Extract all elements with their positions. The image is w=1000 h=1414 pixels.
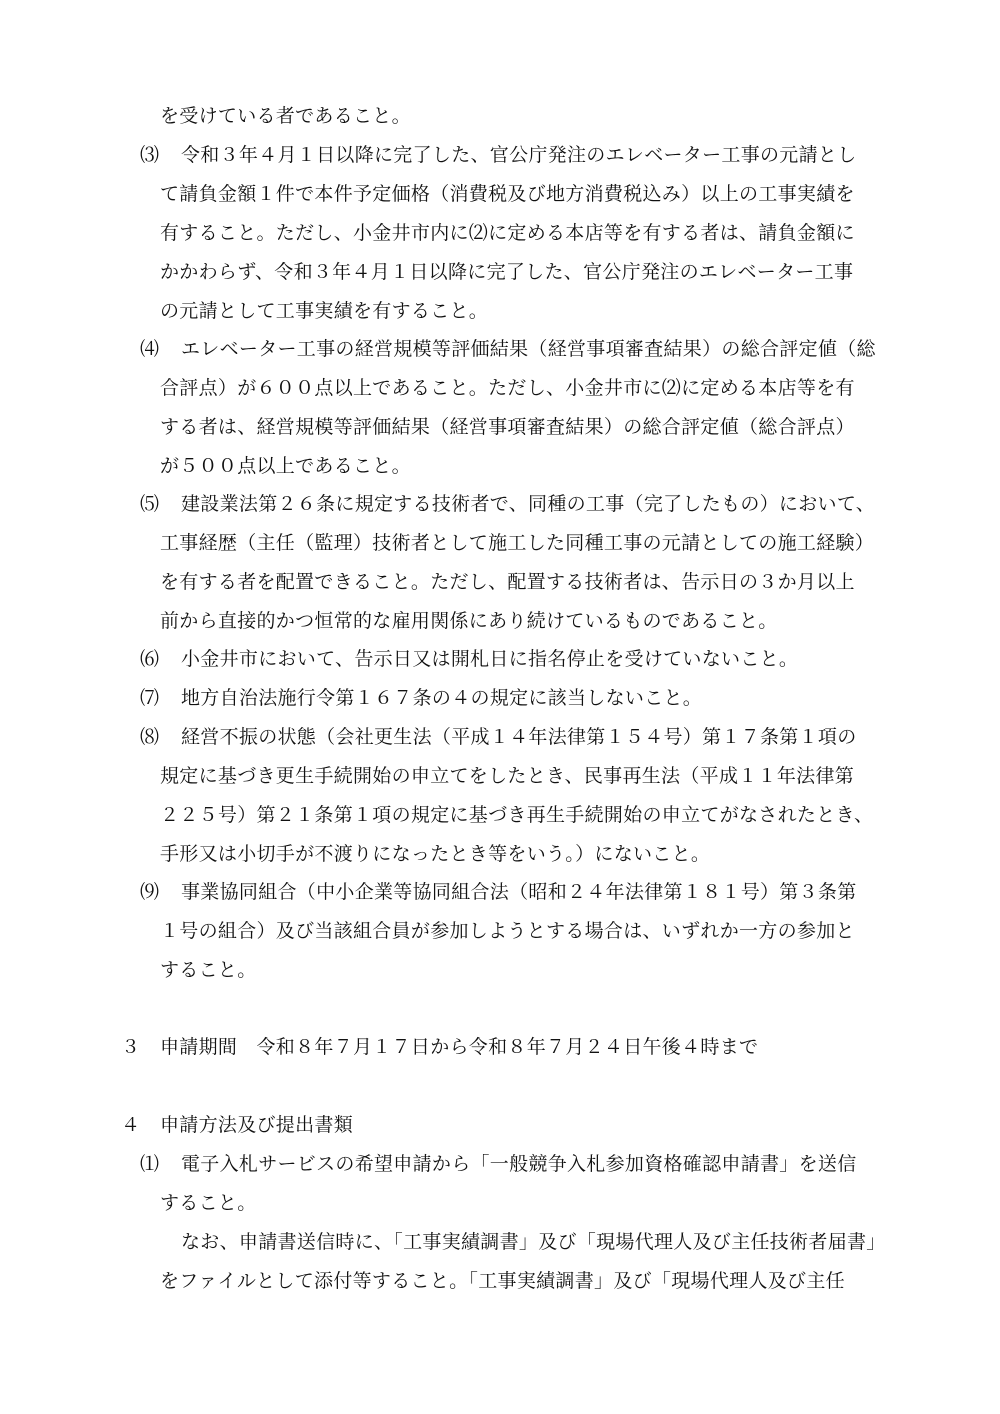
text-line: 前から直接的かつ恒常的な雇用関係にあり続けているものであること。: [160, 610, 778, 632]
text-line: なお、申請書送信時に、「工事実績調書」及び「現場代理人及び主任技術者届書」: [181, 1231, 886, 1253]
text-line: すること。: [160, 1192, 257, 1214]
text-line: 地方自治法施行令第１６７条の４の規定に該当しないこと。: [181, 687, 703, 709]
text-line: が５００点以上であること。: [160, 455, 411, 477]
text-line: 経営不振の状態（会社更生法（平成１４年法律第１５４号）第１７条第１項の: [181, 726, 857, 748]
item-number-7: ⑺: [140, 687, 160, 709]
text-line: 小金井市において、告示日又は開札日に指名停止を受けていないこと。: [181, 648, 799, 670]
item-number-3: ⑶: [140, 144, 160, 166]
item-number-5: ⑸: [140, 493, 160, 515]
item-number-8: ⑻: [140, 726, 160, 748]
text-line: を受けている者であること。: [160, 105, 411, 127]
text-line: １号の組合）及び当該組合員が参加しようとする場合は、いずれか一方の参加と: [160, 920, 855, 942]
text-line: て請負金額１件で本件予定価格（消費税及び地方消費税込み）以上の工事実績を: [160, 183, 855, 205]
text-line: 手形又は小切手が不渡りになったとき等をいう。）にないこと。: [160, 843, 711, 865]
section-number-3: ３: [121, 1036, 141, 1058]
text-line: の元請として工事実績を有すること。: [160, 300, 489, 322]
text-line: ２２５号）第２１条第１項の規定に基づき再生手続開始の申立てがなされたとき、: [160, 804, 874, 826]
text-line: 有すること。ただし、小金井市内に⑵に定める本店等を有する者は、請負金額に: [160, 222, 855, 244]
text-line: 申請期間 令和８年７月１７日から令和８年７月２４日午後４時まで: [160, 1036, 759, 1058]
text-line: 電子入札サービスの希望申請から「一般競争入札参加資格確認申請書」を送信: [181, 1153, 857, 1175]
text-line: 工事経歴（主任（監理）技術者として施工した同種工事の元請としての施工経験）: [160, 532, 875, 554]
item-number-9: ⑼: [140, 881, 160, 903]
text-line: エレベーター工事の経営規模等評価結果（経営事項審査結果）の総合評定値（総: [181, 338, 876, 360]
text-line: 合評点）が６００点以上であること。ただし、小金井市に⑵に定める本店等を有: [160, 377, 855, 399]
section-number-4: ４: [121, 1114, 141, 1136]
section-heading: 申請方法及び提出書類: [160, 1114, 354, 1136]
text-line: をファイルとして添付等すること。「工事実績調書」及び「現場代理人及び主任: [160, 1270, 845, 1292]
text-line: 規定に基づき更生手続開始の申立てをしたとき、民事再生法（平成１１年法律第: [160, 765, 855, 787]
text-line: 建設業法第２６条に規定する技術者で、同種の工事（完了したもの）において、: [181, 493, 876, 515]
text-line: 令和３年４月１日以降に完了した、官公庁発注のエレベーター工事の元請とし: [181, 144, 857, 166]
item-number-1: ⑴: [140, 1153, 160, 1175]
text-line: する者は、経営規模等評価結果（経営事項審査結果）の総合評定値（総合評点）: [160, 416, 855, 438]
text-line: すること。: [160, 959, 257, 981]
item-number-6: ⑹: [140, 648, 160, 670]
text-line: かかわらず、令和３年４月１日以降に完了した、官公庁発注のエレベーター工事: [160, 261, 854, 283]
item-number-4: ⑷: [140, 338, 160, 360]
text-line: 事業協同組合（中小企業等協同組合法（昭和２４年法律第１８１号）第３条第: [181, 881, 857, 903]
text-line: を有する者を配置できること。ただし、配置する技術者は、告示日の３か月以上: [160, 571, 855, 593]
